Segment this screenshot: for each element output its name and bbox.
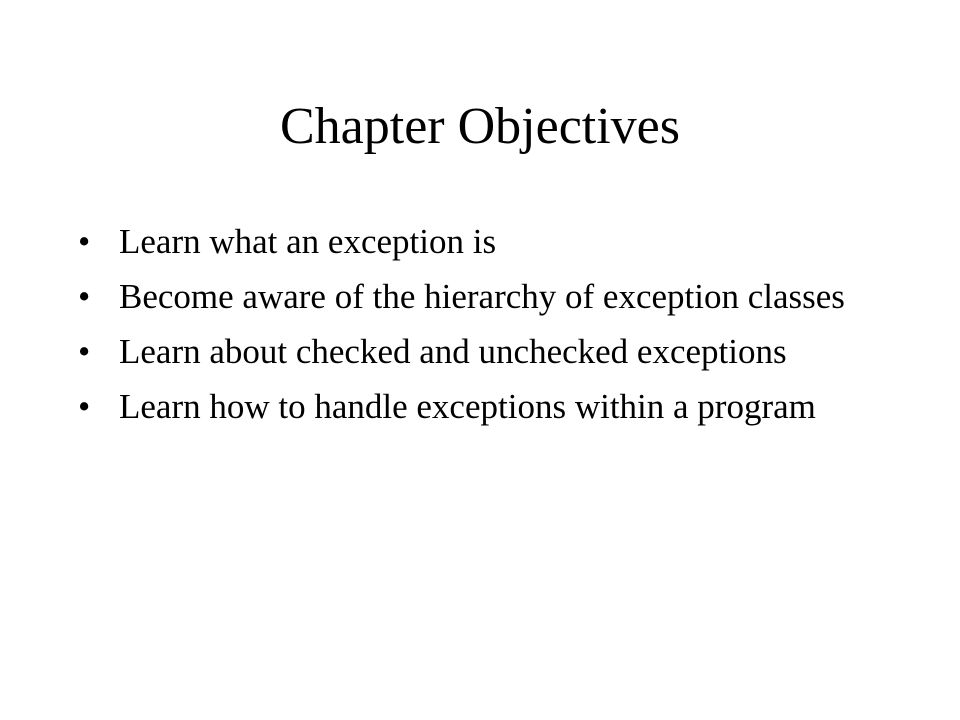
bullet-marker: • bbox=[78, 222, 91, 261]
bullet-item-handle-exceptions bbox=[78, 387, 898, 427]
bullet-text: Learn what an exception is bbox=[119, 222, 497, 261]
bullet-item-exception-definition bbox=[78, 222, 898, 262]
bullet-text: Become aware of the hierarchy of exception classes bbox=[119, 277, 845, 316]
bullet-marker: • bbox=[78, 387, 91, 426]
bullet-text: Learn about checked and unchecked exceptions bbox=[119, 332, 787, 371]
bullet-marker: • bbox=[78, 332, 91, 371]
bullet-text: Learn how to handle exceptions within a program bbox=[119, 387, 816, 426]
slide-title: Chapter Objectives bbox=[280, 98, 680, 155]
bullet-list bbox=[78, 222, 898, 442]
bullet-item-checked-unchecked bbox=[78, 332, 898, 372]
bullet-item-exception-hierarchy bbox=[78, 277, 898, 317]
bullet-marker: • bbox=[78, 277, 91, 316]
